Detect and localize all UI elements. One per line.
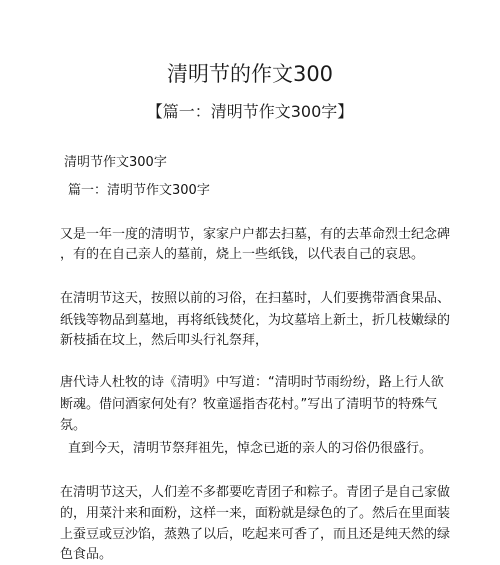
document-subtitle: 【篇一：清明节作文300字】 [146,102,354,121]
paragraph-line: ，有的在自己亲人的墓前，烧上一些纸钱，以代表自己的哀思。 [60,247,425,262]
paragraph-line: 纸钱等物品到墓地，再将纸钱焚化，为坟墓培上新土，折几枝嫩绿的 [60,313,451,328]
paragraph-line: 又是一年一度的清明节，家家户户都去扫墓，有的去革命烈士纪念碑 [60,227,451,242]
paragraph-line: 断魂。借问酒家何处有？牧童遥指杏花村。”写出了清明节的特殊气 [60,397,438,412]
paragraph-line: 色食品。 [60,547,113,562]
paragraph-line: 的，用菜汁来和面粉，这样一来，面粉就是绿色的了。然后在里面装 [60,506,451,521]
essay-heading: 篇一：清明节作文300字 [68,183,210,198]
paragraph-line: 唐代诗人杜牧的诗《清明》中写道：“清明时节雨纷纷，路上行人欲 [60,375,444,390]
paragraph-line: 在清明节这天，按照以前的习俗，在扫墓时，人们要携带酒食果品、 [60,291,451,306]
paragraph-line: 新枝插在坟上，然后叩头行礼祭拜， [60,333,269,348]
paragraph-line: 上蚕豆或豆沙馅，蒸熟了以后，吃起来可香了，而且还是纯天然的绿 [60,527,451,542]
paragraph-line: 在清明节这天，人们差不多都要吃青团子和粽子。青团子是自己家做 [60,485,451,500]
document-title: 清明节的作文300 [166,62,334,86]
paragraph-line: 直到今天，清明节祭拜祖先，悼念已逝的亲人的习俗仍很盛行。 [68,441,433,456]
paragraph-line: 氛。 [60,418,87,433]
section-heading: 清明节作文300字 [64,155,167,170]
